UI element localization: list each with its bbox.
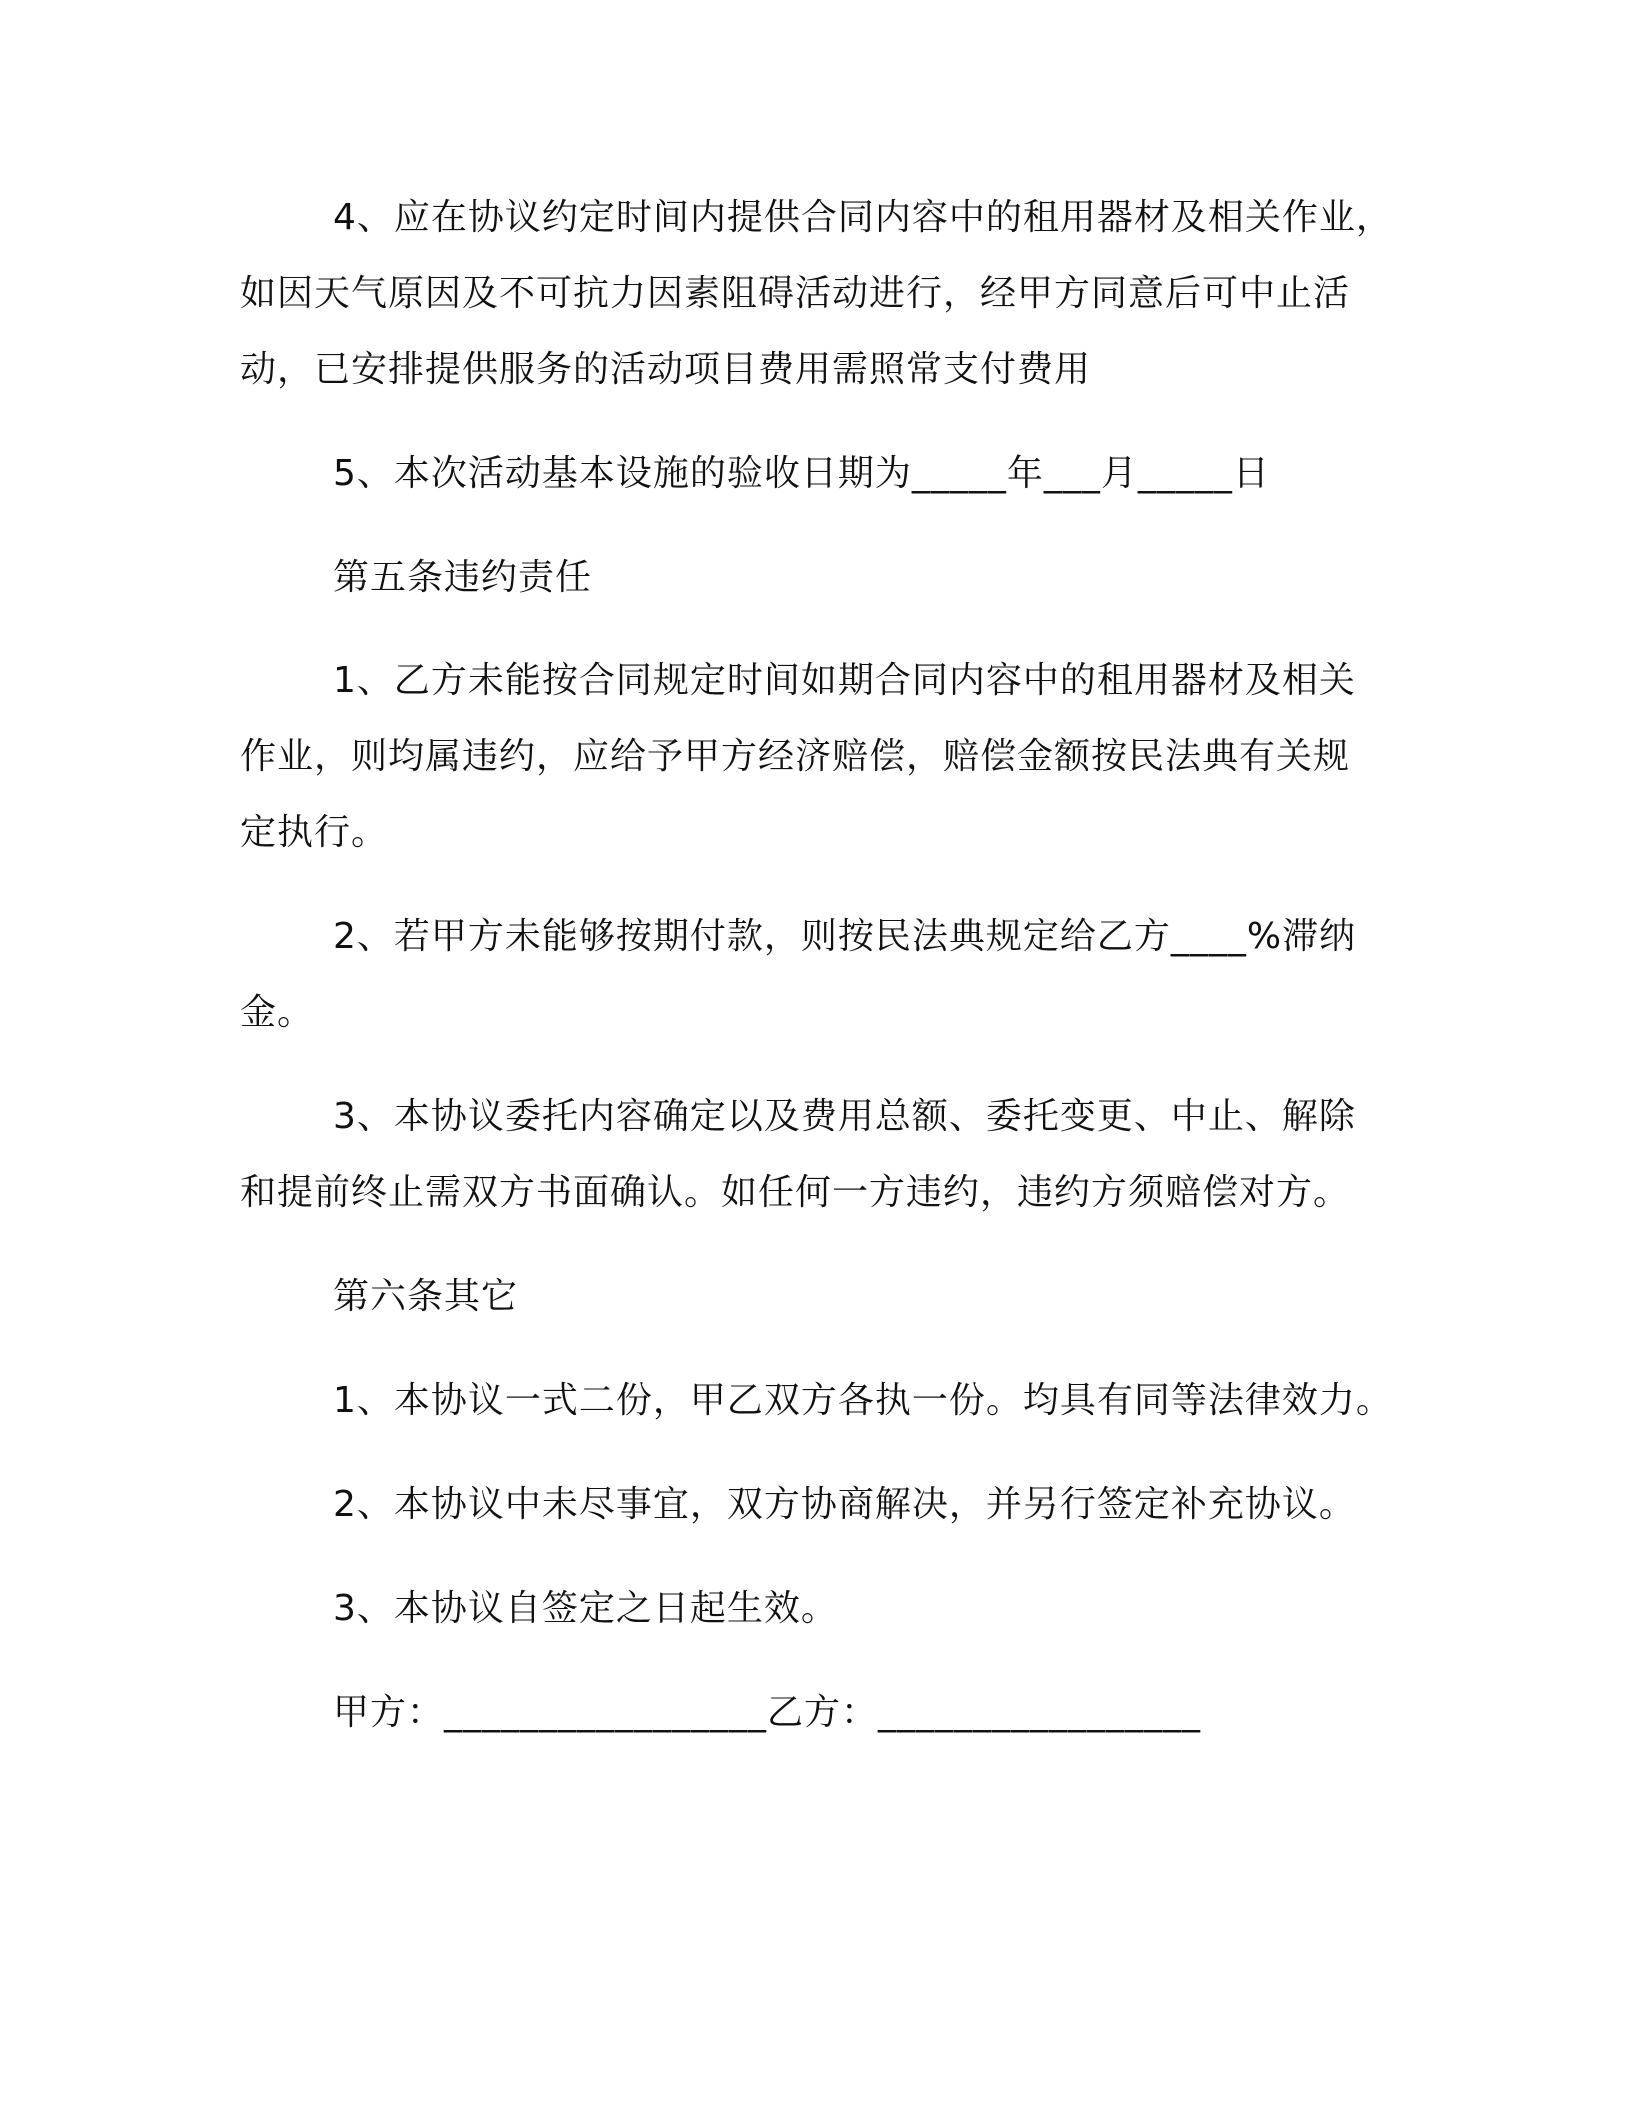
item-5: 5、本次活动基本设施的验收日期为_____年___月_____日 — [333, 453, 1270, 494]
signature-line: 甲方：_________________乙方：_________________ — [333, 1692, 1202, 1733]
item-4-line-2: 如因天气原因及不可抗力因素阻碍活动进行，经甲方同意后可中止活 — [240, 273, 1351, 314]
article-5-clause-1-line-2: 作业，则均属违约，应给予甲方经济赔偿，赔偿金额按民法典有关规 — [240, 736, 1351, 777]
item-4-line-1: 4、应在协议约定时间内提供合同内容中的租用器材及相关作业， — [333, 197, 1393, 238]
article-5-clause-2-line-1: 2、若甲方未能够按期付款，则按民法典规定给乙方____%滞纳 — [333, 916, 1357, 957]
article-5-clause-3-line-2: 和提前终止需双方书面确认。如任何一方违约，违约方须赔偿对方。 — [240, 1172, 1351, 1213]
article-5-clause-1-line-3: 定执行。 — [240, 812, 389, 853]
article-6-clause-1: 1、本协议一式二份，甲乙双方各执一份。均具有同等法律效力。 — [333, 1380, 1393, 1421]
article-5-title: 第五条违约责任 — [333, 557, 593, 598]
article-5-clause-2-line-2: 金。 — [240, 992, 315, 1033]
article-6-title: 第六条其它 — [333, 1276, 519, 1317]
article-5-clause-3-line-1: 3、本协议委托内容确定以及费用总额、委托变更、中止、解除 — [333, 1096, 1356, 1137]
item-4-line-3: 动，已安排提供服务的活动项目费用需照常支付费用 — [240, 349, 1092, 390]
article-6-clause-2: 2、本协议中未尽事宜，双方协商解决，并另行签定补充协议。 — [333, 1484, 1356, 1525]
article-6-clause-3: 3、本协议自签定之日起生效。 — [333, 1588, 838, 1629]
article-5-clause-1-line-1: 1、乙方未能按合同规定时间如期合同内容中的租用器材及相关 — [333, 660, 1356, 701]
